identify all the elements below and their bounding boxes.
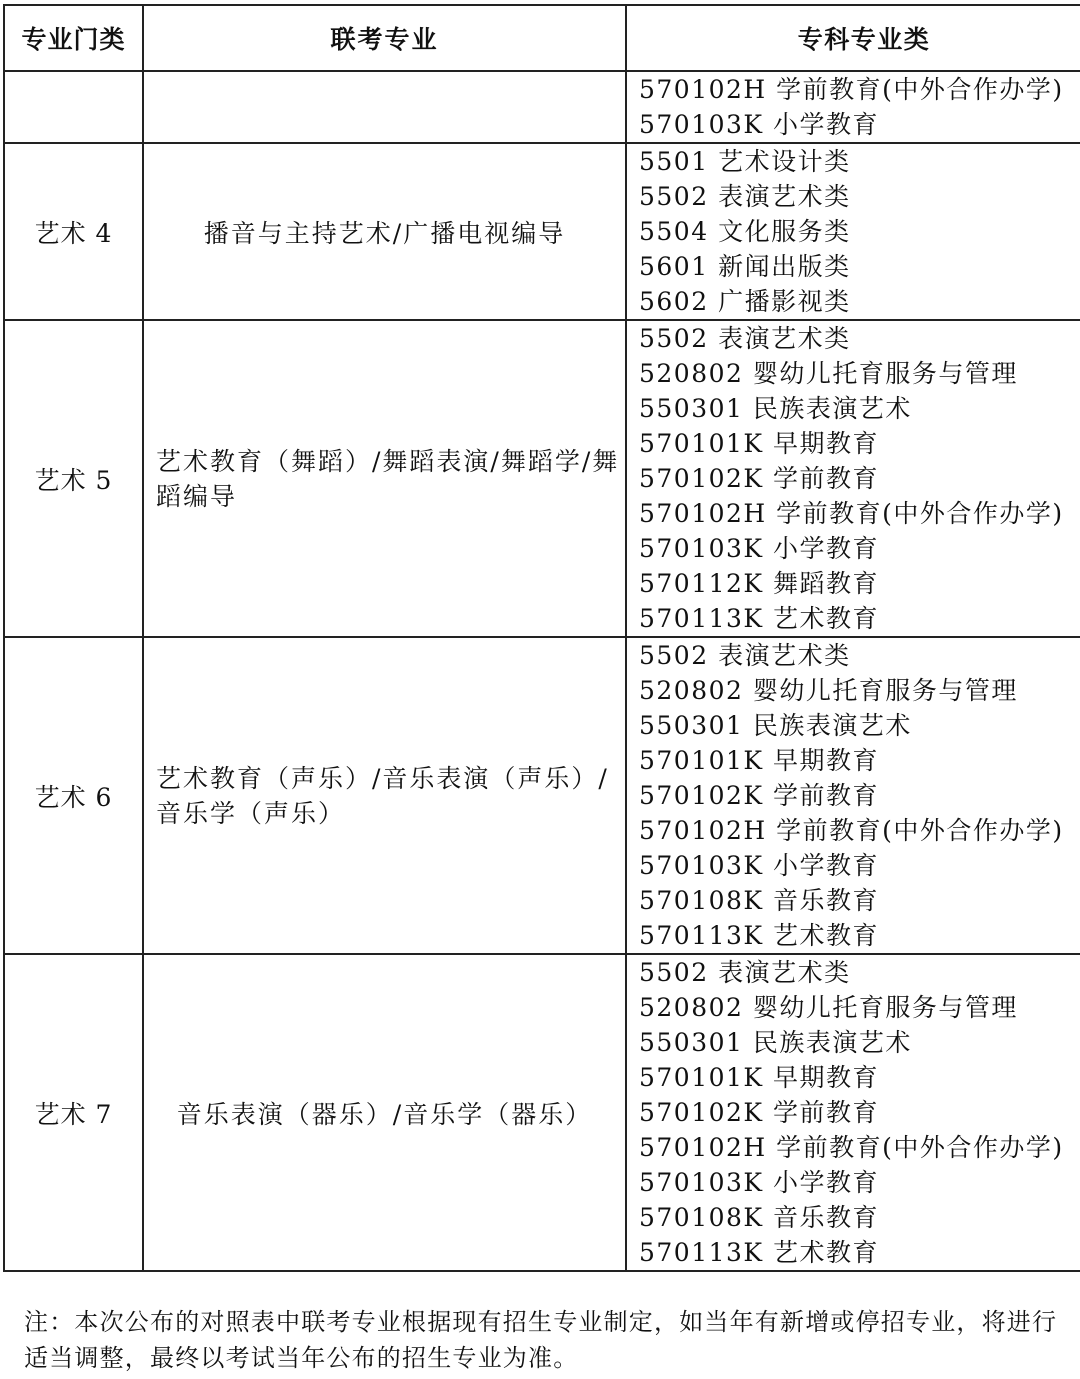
major-item: 570102H 学前教育(中外合作办学)	[639, 499, 1064, 528]
major-item: 520802 婴幼儿托育服务与管理	[639, 676, 1018, 705]
major-item: 570101K 早期教育	[639, 1063, 880, 1092]
major-item: 550301 民族表演艺术	[639, 394, 912, 423]
footnote: 注：本次公布的对照表中联考专业根据现有招生专业制定，如当年有新增或停招专业，将进行适当调整，最终以考试当年公布的招生专业为准。	[24, 1308, 1058, 1372]
major-item: 570103K 小学教育	[639, 534, 880, 563]
major-item: 550301 民族表演艺术	[639, 1028, 912, 1057]
major-item: 550301 民族表演艺术	[639, 711, 912, 740]
majors-cell	[626, 637, 1080, 954]
major-mapping-table	[3, 4, 1080, 1272]
major-item: 570103K 小学教育	[639, 851, 880, 880]
table-row	[4, 637, 1080, 954]
major-item: 570101K 早期教育	[639, 429, 880, 458]
exam-major-cell: 音乐表演（器乐）/音乐学（器乐）	[143, 954, 626, 1271]
majors-cell	[626, 143, 1080, 320]
major-item: 5602 广播影视类	[639, 287, 851, 316]
exam-major-cell: 播音与主持艺术/广播电视编导	[143, 143, 626, 320]
major-item: 520802 婴幼儿托育服务与管理	[639, 993, 1018, 1022]
category-cell: 艺术 4	[4, 143, 143, 320]
header-exam-major: 联考专业	[143, 5, 626, 71]
major-item: 570113K 艺术教育	[639, 604, 880, 633]
majors-cell	[626, 320, 1080, 637]
major-item: 520802 婴幼儿托育服务与管理	[639, 359, 1018, 388]
major-item: 5502 表演艺术类	[639, 324, 851, 353]
category-cell: 艺术 7	[4, 954, 143, 1271]
major-item: 570108K 音乐教育	[639, 886, 880, 915]
major-item: 570108K 音乐教育	[639, 1203, 880, 1232]
header-category: 专业门类	[4, 5, 143, 71]
header-college-major-class: 专科专业类	[626, 5, 1080, 71]
category-cell	[4, 71, 143, 143]
major-item: 5502 表演艺术类	[639, 958, 851, 987]
major-item: 570113K 艺术教育	[639, 1238, 880, 1267]
major-item: 5502 表演艺术类	[639, 641, 851, 670]
major-item: 570102H 学前教育(中外合作办学)	[639, 75, 1064, 104]
table-row	[4, 320, 1080, 637]
major-item: 570103K 小学教育	[639, 1168, 880, 1197]
category-cell: 艺术 5	[4, 320, 143, 637]
major-item: 570102H 学前教育(中外合作办学)	[639, 816, 1064, 845]
major-item: 570102K 学前教育	[639, 781, 880, 810]
table-row	[4, 71, 1080, 143]
major-item: 570113K 艺术教育	[639, 921, 880, 950]
exam-major-cell	[143, 71, 626, 143]
major-item: 570101K 早期教育	[639, 746, 880, 775]
majors-cell	[626, 954, 1080, 1271]
major-item: 5504 文化服务类	[639, 217, 851, 246]
major-item: 570103K 小学教育	[639, 110, 880, 139]
major-item: 570102K 学前教育	[639, 1098, 880, 1127]
major-item: 570112K 舞蹈教育	[639, 569, 880, 598]
major-item: 570102H 学前教育(中外合作办学)	[639, 1133, 1064, 1162]
major-item: 5502 表演艺术类	[639, 182, 851, 211]
header-row	[4, 5, 1080, 71]
major-item: 570102K 学前教育	[639, 464, 880, 493]
exam-major-cell: 艺术教育（声乐）/音乐表演（声乐）/音乐学（声乐）	[143, 637, 626, 954]
majors-cell	[626, 71, 1080, 143]
table-row	[4, 954, 1080, 1271]
major-item: 5601 新闻出版类	[639, 252, 851, 281]
major-item: 5501 艺术设计类	[639, 147, 851, 176]
category-cell: 艺术 6	[4, 637, 143, 954]
table-row	[4, 143, 1080, 320]
exam-major-cell: 艺术教育（舞蹈）/舞蹈表演/舞蹈学/舞蹈编导	[143, 320, 626, 637]
